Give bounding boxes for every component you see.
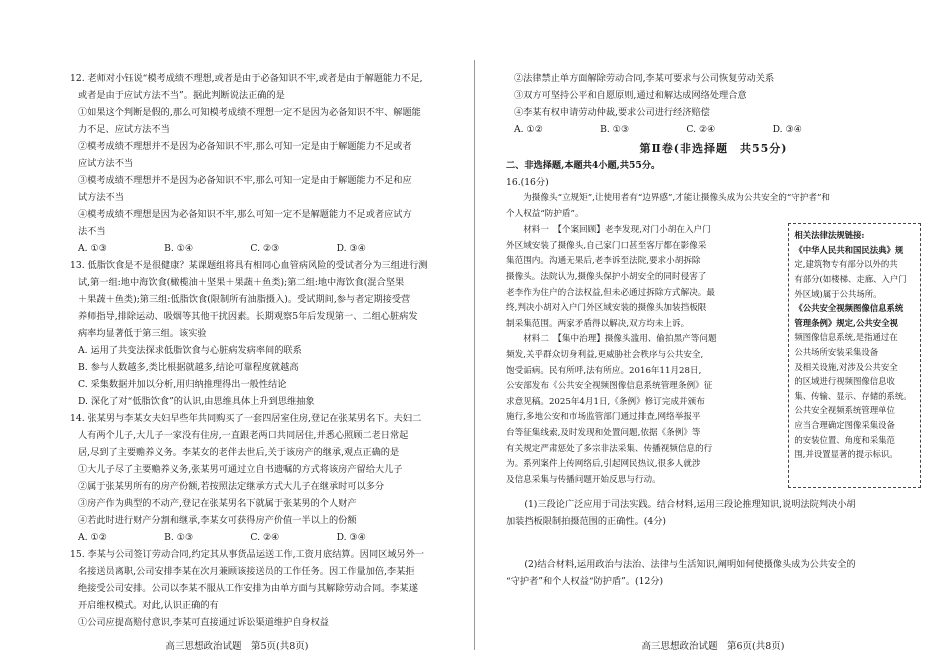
option-c: C. ②③ [250,243,280,254]
law-box-line: 《公共安全视频图像信息系统 [794,303,904,314]
material2-line: 有关规定严肃惩处了多宗非法采集、传播视频信息的行 [506,443,713,454]
page-footer: 高三思想政治试题 第5页(共8页) [165,641,309,652]
option-d: D. ③④ [336,243,366,254]
material1-line: 终,判决小胡对入户门外区域安装的摄像头加装挡板限 [506,303,707,314]
q12-item: ③模考成绩不理想并不是因为必备知识不牢,那么可知一定是由于解题能力不足和应 [78,175,412,186]
q16-intro-line: 为摄像头“立规矩”,让使用者有“边界感”,才能让摄像头成为公共安全的“守护者”和 [506,193,831,203]
material1-line: 制采集范围。两家矛盾得以解决,双方均未上诉。 [506,318,690,329]
material1-line: 材料一 【个案回顾】老李发现,对门小胡在入户门 [506,225,711,236]
law-box-line: 管理条例》规定,公共安全视 [794,317,898,328]
q16-sub2-line: (2)结合材料,运用政治与法治、法律与生活知识,阐明如何使摄像头成为公共安全的 [506,559,856,571]
law-box-line: 外区域)属于公共场所。 [794,288,882,299]
q13-line: 养师指导,排除运动、吸烟等其他干扰因素。长期观察5年后发现第一、二组心脏病发 [78,311,418,322]
material2-line: 公安部发布《公共安全视频图像信息系统管理条例》征 [506,381,713,392]
option-c: C. ②④ [250,532,280,543]
q16-sub2-line: “守护者”和个人权益“防护盾”。(12分) [506,576,664,588]
option-b: B. ①③ [164,532,194,543]
q12-item: ②模考成绩不理想并不是因为必备知识不牢,那么可知一定是由于解题能力不足或者 [78,141,412,152]
q16-number: 16.(16分) [506,177,549,188]
law-box-line: 公共安全视频系统管理单位 [794,405,895,416]
q16-sub1-line: (1)三段论广泛应用于司法实践。结合材料,运用三段论推理知识,说明法院判决小胡 [506,499,856,511]
q12-item: 应试方法不当 [78,158,134,169]
law-box-line: 的安装位置、角度和采集范 [794,434,895,445]
law-box-line: 公共场所安装采集设备 [794,346,879,357]
material1-line: 摄像头。法院认为,摄像头保护小胡安全的同时侵害了 [506,271,707,282]
q14-line: 14. 张某男与李某女夫妇早些年共同购买了一套四居室住房,登记在张某男名下。夫妇二 [70,413,422,424]
q16-materials [506,223,782,488]
material2-line: 频发,关乎群众切身利益,更威胁社会秩序与公共安全, [506,349,704,360]
law-box-line: 集、传输、显示、存储的系统。 [794,390,912,401]
q13-choice: B. 参与人数越多,类比根据就越多,结论可靠程度就越高 [78,362,299,373]
option-d: D. ③④ [772,124,802,135]
law-reference-box [788,223,921,488]
option-b: B. ①④ [164,243,194,254]
q12-options [70,240,366,257]
q12-item: 法不当 [78,226,106,237]
law-box-line: 及相关设施,对涉及公共安全 [794,361,898,372]
law-box-line: 的区域进行视频图像信息收 [794,376,895,387]
q12-item: ①如果这个判断是假的,那么可知模考成绩不理想一定不是因为必备知识不牢、解题能 [78,107,421,118]
option-a: A. ①② [514,124,543,135]
q13-choice: A. 运用了共变法探求低脂饮食与心脏病发病率间的联系 [78,345,302,356]
q14-item: ④若此时进行财产分割和继承,李某女可获得房产价值一半以上的份额 [78,515,357,526]
law-box-line: 频图像信息系统,是指通过在 [794,332,898,343]
q15-item: ①公司应提高赔付意识,李某可直接通过诉讼渠道维护自身权益 [78,617,329,628]
q15-line: 绝接受公司安排。公司以李某不服从工作安排为由单方面与其解除劳动合同。李某遂 [78,583,418,594]
exam-page-5 [0,0,474,663]
option-d: D. ③④ [336,532,366,543]
option-a: A. ①② [78,532,107,543]
material2-line: 为。系列案件上传网络后,引起网民热议,很多人就涉 [506,459,701,470]
q12-item: ④模考成绩不理想是因为必备知识不牢,那么可知一定不是解题能力不足或者应试方 [78,209,412,220]
q13-choice: D. 深化了对“低脂饮食”的认识,由思维具体上升到思维抽象 [78,396,315,407]
material2-line: 饱受诟病。民有所呼,法有所应。2016年11月28日, [506,365,702,376]
question-16 [506,174,921,590]
q15-item: ③双方可坚持公平和自愿原则,通过和解达成网络处理合意 [514,90,747,101]
q15-line: 15. 李某与公司签订劳动合同,约定其从事货品运送工作,工资月底结算。因同区域另外一 [70,549,425,560]
question-12 [70,70,450,257]
q13-choice: C. 采集数据并加以分析,用归纳推理得出一般性结论 [78,379,287,390]
q12-item: 力不足、应试方法不当 [78,124,170,135]
q14-options [70,529,366,546]
q13-line: 试,第一组:地中海饮食(橄榄油＋坚果＋果蔬＋鱼类);第二组:地中海饮食(混合坚果 [78,277,405,288]
section-heading: 二、非选择题,本题共4小题,共55分。 [506,160,661,171]
q16-intro-line: 个人权益“防护盾”。 [506,208,584,219]
q14-item: ③房产作为典型的不动产,登记在张某男名下就属于张某男的个人财产 [78,498,357,509]
material2-line: 及信息采集与传播问题开始反思与行动。 [506,474,661,485]
page-footer: 高三思想政治试题 第6页(共8页) [641,641,785,652]
material2-line: 台等征集线索,及时发现和处置问题,依据《条例》等 [506,427,701,438]
law-box-line: 定,建筑物专有部分以外的共 [794,259,898,270]
q16-sub1-line: 加装挡板限制拍摄范围的正确性。(4分) [506,516,667,528]
q15-item: ②法律禁止单方面解除劳动合同,李某可要求与公司恢复劳动关系 [514,73,775,84]
exam-page-6 [476,0,950,663]
q15-line: 开启维权模式。对此,认识正确的有 [78,600,219,611]
law-box-line: 有部分(如楼梯、走廊、入户门 [794,273,907,284]
question-15 [70,546,450,631]
law-box-title: 相关法律法规链接: [794,230,865,241]
q12-stem-line: 12. 老师对小钰说“模考成绩不理想,或者是由于必备知识不牢,或者是由于解题能力不足, [70,73,423,84]
law-box-line: 围,并设置显著的提示标识。 [794,449,898,460]
q14-line: 居,尽到了主要赡养义务。李某女的老伴去世后,关于该房产的继承,观点正确的是 [78,447,400,458]
option-c: C. ②④ [686,124,716,135]
q14-item: ②属于张某男所有的房产份额,若按照法定继承方式大儿子在继承时可以多分 [78,481,385,492]
material1-line: 老李作为住户的合法权益,但未必通过拆除方式解决。最 [506,287,715,298]
q15-item: ④李某有权申请劳动仲裁,要求公司进行经济赔偿 [514,107,710,118]
material1-line: 集范围内。沟通无果后,老李诉至法院,要求小胡拆除 [506,256,701,267]
material2-line: 求意见稿。2025年4月1日,《条例》修订完成并颁布 [506,396,705,407]
q13-line: ＋果蔬＋鱼类);第三组:低脂饮食(限制所有油脂摄入)。受试期间,参与者定期接受营 [78,294,411,305]
law-box-line: 应当合理确定图像采集设备 [794,419,895,430]
law-box-line: 《中华人民共和国民法典》规 [794,244,904,255]
question-13 [70,257,450,410]
q13-line: 病率均显著低于第三组。该实验 [78,328,207,339]
material2-line: 施行,多地公安和市场监管部门通过排查,网络举报平 [506,412,701,423]
section-title: 第Ⅱ卷(非选择题 共55分) [639,142,788,155]
page-divider [474,60,475,650]
q15-options [506,121,802,138]
q13-line: 13. 低脂饮食是不是很健康？某课题组将具有相同心血管病风险的受试者分为三组进行测 [70,260,428,271]
question-15-continued [506,70,921,138]
material2-line: 材料二 【集中治理】摄像头滥用、偷拍黑产等问题 [506,334,717,345]
q15-line: 名接送员离职,公司安排李某在次月兼顾该接送员的工作任务。因工作量加倍,李某拒 [78,566,415,577]
q14-line: 人有两个儿子,大儿子一家没有住房,一直跟老两口共同居住,并悉心照顾二老日常起 [78,430,409,441]
option-a: A. ①③ [78,243,107,254]
q14-item: ①大儿子尽了主要赡养义务,张某男可通过立自书遗嘱的方式将该房产留给大儿子 [78,464,403,475]
q12-item: 试方法不当 [78,192,124,203]
q12-stem-line: 或者是由于应试方法不当”。据此判断说法正确的是 [78,90,285,101]
option-b: B. ①③ [600,124,630,135]
material1-line: 外区域安装了摄像头,自己家门口甚至客厅都在影像采 [506,240,707,251]
question-14 [70,410,450,546]
